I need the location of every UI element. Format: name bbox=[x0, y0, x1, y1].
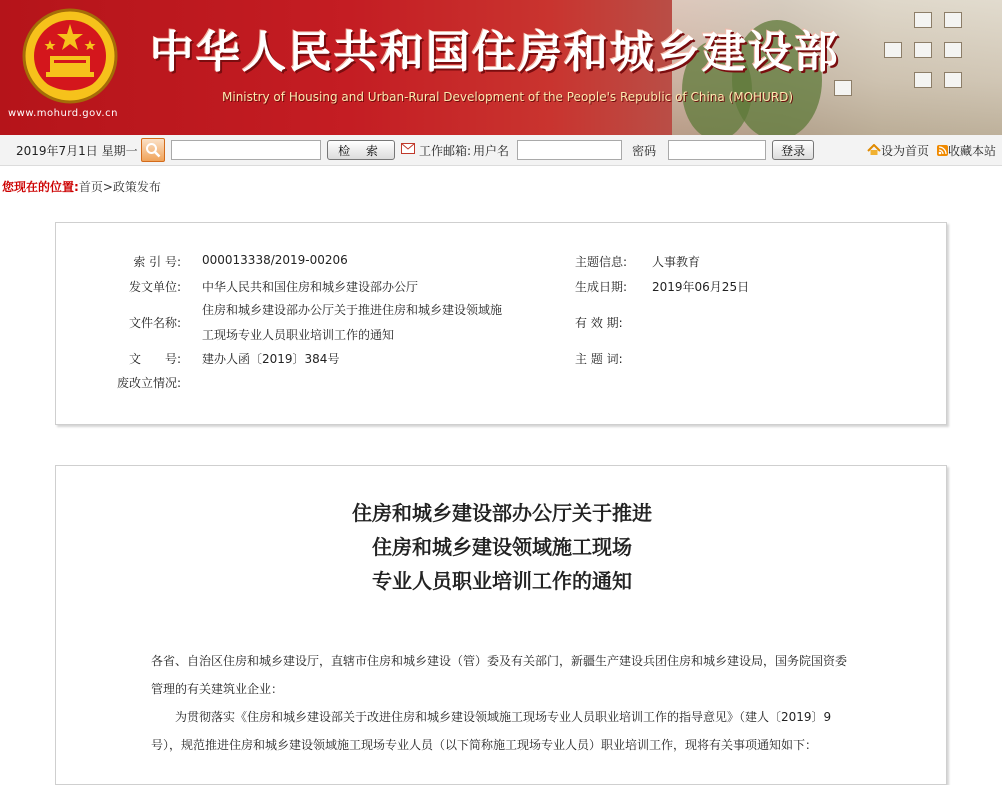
date-value: 2019年06月25日 bbox=[652, 280, 750, 294]
date-label: 生成日期: bbox=[575, 280, 628, 294]
topic-value: 人事教育 bbox=[652, 255, 701, 269]
search-input[interactable] bbox=[171, 140, 321, 160]
bookmark-label: 收藏本站 bbox=[947, 143, 996, 158]
article-title-line: 专业人员职业培训工作的通知 bbox=[372, 569, 632, 593]
bookmark-link[interactable] bbox=[937, 142, 996, 159]
mail-label: 工作邮箱: bbox=[419, 143, 472, 158]
doc-number-label: 文 号: bbox=[128, 352, 181, 366]
password-label: 密码 bbox=[632, 143, 657, 158]
site-title: 中华人民共和国住房和城乡建设部 bbox=[150, 27, 840, 78]
building-window bbox=[914, 42, 932, 58]
magnifier-icon[interactable] bbox=[141, 138, 165, 162]
site-title-english: Ministry of Housing and Urban-Rural Development of the People's Republic of China (MOHURD) bbox=[222, 90, 794, 104]
paragraph-line: 号），规范推进住房和城乡建设领域施工现场专业人员（以下简称施工现场专业人员）职业培训工作，现将有关事项通知如下： bbox=[151, 738, 818, 752]
login-button[interactable]: 登录 bbox=[772, 140, 814, 160]
set-homepage-label: 设为首页 bbox=[880, 143, 929, 158]
status-label: 废改立情况: bbox=[116, 376, 181, 390]
doc-number-value: 建办人函〔2019〕384号 bbox=[202, 352, 340, 366]
building-window bbox=[944, 42, 962, 58]
username-text: 用户名 bbox=[473, 143, 510, 158]
issuer-value: 中华人民共和国住房和城乡建设部办公厅 bbox=[202, 280, 419, 294]
building-window bbox=[834, 80, 852, 96]
doc-name-label: 文件名称: bbox=[128, 316, 181, 330]
building-window bbox=[914, 72, 932, 88]
topic-label: 主题信息: bbox=[575, 255, 628, 269]
top-toolbar bbox=[0, 135, 1002, 166]
document-meta-box bbox=[55, 222, 947, 425]
index-label: 索 引 号: bbox=[133, 255, 181, 269]
building-window bbox=[944, 12, 962, 28]
paragraph-line: 为贯彻落实《住房和城乡建设部关于改进住房和城乡建设领域施工现场专业人员职业培训工作的指导意见》（建人〔2019〕9 bbox=[175, 710, 832, 724]
index-value: 000013338/2019-00206 bbox=[202, 253, 348, 267]
search-button[interactable]: 检 索 bbox=[327, 140, 395, 160]
article-title bbox=[56, 496, 948, 598]
breadcrumb-separator: > bbox=[102, 180, 113, 194]
site-banner bbox=[0, 0, 1002, 135]
paragraph-line: 各省、自治区住房和城乡建设厅，直辖市住房和城乡建设（管）委及有关部门，新疆生产建设兵团住房和城乡建设局，国务院国资委 bbox=[151, 654, 848, 668]
keyword-label: 主 题 词: bbox=[575, 352, 623, 366]
paragraph-addressees bbox=[151, 647, 851, 703]
article-title-line: 住房和城乡建设领域施工现场 bbox=[372, 535, 632, 559]
breadcrumb-home-link[interactable]: 首页 bbox=[78, 180, 103, 194]
password-input[interactable] bbox=[668, 140, 766, 160]
building-window bbox=[944, 72, 962, 88]
building-window bbox=[914, 12, 932, 28]
doc-name-line1: 住房和城乡建设部办公厅关于推进住房和城乡建设领域施 bbox=[202, 303, 503, 317]
article-body bbox=[55, 465, 947, 785]
rss-icon bbox=[937, 145, 948, 156]
paragraph-intro bbox=[151, 703, 851, 759]
site-url: www.mohurd.gov.cn bbox=[8, 108, 118, 119]
doc-name-line2: 工现场专业人员职业培训工作的通知 bbox=[202, 328, 395, 342]
set-homepage-link[interactable] bbox=[867, 142, 929, 159]
house-icon bbox=[867, 144, 881, 156]
paragraph-line: 管理的有关建筑业企业： bbox=[151, 682, 284, 696]
valid-period-label: 有 效 期: bbox=[575, 316, 623, 330]
issuer-label: 发文单位: bbox=[128, 280, 181, 294]
username-input[interactable] bbox=[517, 140, 622, 160]
breadcrumb-current-link[interactable]: 政策发布 bbox=[112, 180, 161, 194]
breadcrumb bbox=[2, 178, 161, 195]
building-window bbox=[884, 42, 902, 58]
national-emblem-icon bbox=[20, 6, 120, 106]
breadcrumb-label: 您现在的位置: bbox=[2, 180, 79, 194]
envelope-icon bbox=[401, 143, 415, 157]
current-date: 2019年7月1日 星期一 bbox=[16, 143, 138, 158]
article-title-line: 住房和城乡建设部办公厅关于推进 bbox=[352, 501, 652, 525]
